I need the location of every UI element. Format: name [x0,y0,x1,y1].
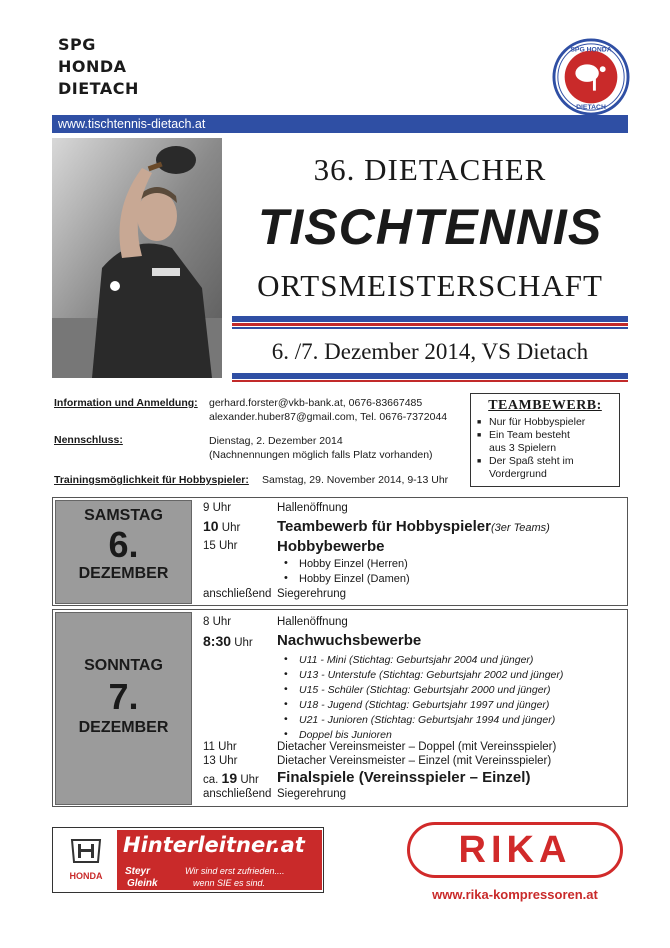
event-name: Teambewerb für Hobbyspieler [277,518,491,535]
title-line-2: TISCHTENNIS [257,199,603,255]
list-item: • U13 - Unterstufe (Stichtag: Geburtsjahr 2002 und jünger) [277,669,563,681]
hinterleitner-location-2: Gleink [127,878,158,889]
list-item: • U18 - Jugend (Stichtag: Geburtsjahr 1997 und jünger) [277,699,549,711]
title-line-1: 36. DIETACHER [313,152,547,187]
day-name: SONNTAG [84,657,163,674]
time-unit: Uhr [237,774,259,786]
saturday-label [55,500,192,604]
sunday-section [52,609,628,807]
rika-name: RIKA [458,829,572,871]
teambewerb-list [477,416,613,481]
logo-top-text: SPG HONDA [570,46,612,54]
list-item: • U15 - Schüler (Stichtag: Geburtsjahr 2000 und jünger) [277,684,551,696]
time: 9 Uhr [203,502,232,514]
list-item: • Hobby Einzel (Herren) [277,558,408,570]
event-title: Nachwuchsbewerbe [277,632,422,649]
teambewerb-title: TEAMBEWERB: [488,398,602,413]
honda-label: HONDA [69,871,103,881]
event-note: (3er Teams) [490,522,550,534]
time-unit: Uhr [231,637,253,649]
list-item: • Doppel bis Junioren [277,729,392,741]
anmeldung-contact [209,396,447,424]
honda-logo [61,838,111,881]
time [203,770,259,786]
list-item-continuation: Vordergrund [489,468,547,480]
event: Siegerehrung [277,588,347,600]
anmeldung-email-2[interactable]: alexander.huber87@gmail.com, Tel. 0676-7372044 [209,411,448,423]
anmeldung-label: Information und Anmeldung: [54,397,198,409]
day-name: SAMSTAG [84,507,163,524]
nennschluss-text [209,434,433,462]
list-item-continuation: aus 3 Spielern [489,442,557,454]
website-link[interactable]: www.tischtennis-dietach.at [58,117,206,131]
event: Dietacher Vereinsmeister – Doppel (mit Vereinsspieler) [277,741,557,753]
time [203,518,240,534]
time-number: 19 [221,770,238,786]
time-number: 8:30 [203,633,232,649]
nennschluss-note: (Nachnennungen möglich falls Platz vorhanden) [209,449,433,461]
divider-blue [232,316,628,322]
honda-h-icon [69,838,103,864]
day-number: 6. [108,524,139,565]
divider-red [232,380,628,382]
time-unit: Uhr [218,522,241,534]
sunday-label [55,612,192,805]
website-bar [52,115,628,133]
rika-url[interactable]: www.rika-kompressoren.at [432,887,598,902]
time: 15 Uhr [203,540,238,552]
saturday-section [52,497,628,606]
time: 11 Uhr [203,741,237,753]
divider-blue [232,373,628,379]
event-title: Finalspiele (Vereinsspieler – Einzel) [277,769,531,786]
training-label: Trainingsmöglichkeit für Hobbyspieler: [54,474,249,486]
event: Siegerehrung [277,788,347,800]
list-item: ■ Nur für Hobbyspieler [477,416,613,429]
nennschluss-label: Nennschluss: [54,434,123,446]
title-line-3: ORTSMEISTERSCHAFT [257,268,603,303]
time: 8 Uhr [203,616,232,628]
time-number: 10 [203,518,219,534]
hinterleitner-slogan-1: Wir sind erst zufrieden.... [185,866,285,876]
list-item: • U11 - Mini (Stichtag: Geburtsjahr 2004 und jünger) [277,654,533,666]
divider-red [232,323,628,326]
logo-bottom-text: DIETACH [576,104,606,112]
divider-blue [232,327,628,329]
event-title [277,518,550,535]
day-number: 7. [108,676,139,717]
player-photo [52,138,222,378]
time: anschließend [203,788,272,800]
club-line-3: DIETACH [58,79,139,98]
event: Hallenöffnung [277,502,348,514]
time [203,633,253,649]
nennschluss-date: Dienstag, 2. Dezember 2014 [209,435,343,447]
list-item: ■ Der Spaß steht im [477,455,613,468]
hinterleitner-title: Hinterleitner.at [123,833,305,857]
hinterleitner-location-1: Steyr [125,866,151,877]
time: anschließend [203,588,272,600]
anmeldung-email-1[interactable]: gerhard.forster@vkb-bank.at, 0676-83667485 [209,397,423,409]
club-line-2: HONDA [58,57,127,76]
event: Hallenöffnung [277,616,348,628]
training-text: Samstag, 29. November 2014, 9-13 Uhr [262,474,449,486]
list-item: • U21 - Junioren (Stichtag: Geburtsjahr 1994 und jünger) [277,714,555,726]
club-line-1: SPG [58,35,96,54]
day-month: DEZEMBER [78,719,169,736]
event: Dietacher Vereinsmeister – Einzel (mit Vereinsspieler) [277,755,552,767]
hinterleitner-slogan-2: wenn SIE es sind. [193,878,266,888]
event-title: Hobbybewerbe [277,538,385,555]
day-month: DEZEMBER [78,565,169,582]
club-logo [552,38,630,116]
teambewerb-box [470,393,620,487]
list-item: ■ Ein Team besteht [477,429,613,442]
hinterleitner-banner [117,830,322,890]
rika-logo [407,822,623,878]
date-place: 6. /7. Dezember 2014, VS Dietach [271,339,589,364]
time-prefix: ca. [203,774,222,786]
hinterleitner-ad [52,827,324,893]
list-item: • Hobby Einzel (Damen) [277,573,410,585]
club-name [58,34,139,100]
time: 13 Uhr [203,755,238,767]
